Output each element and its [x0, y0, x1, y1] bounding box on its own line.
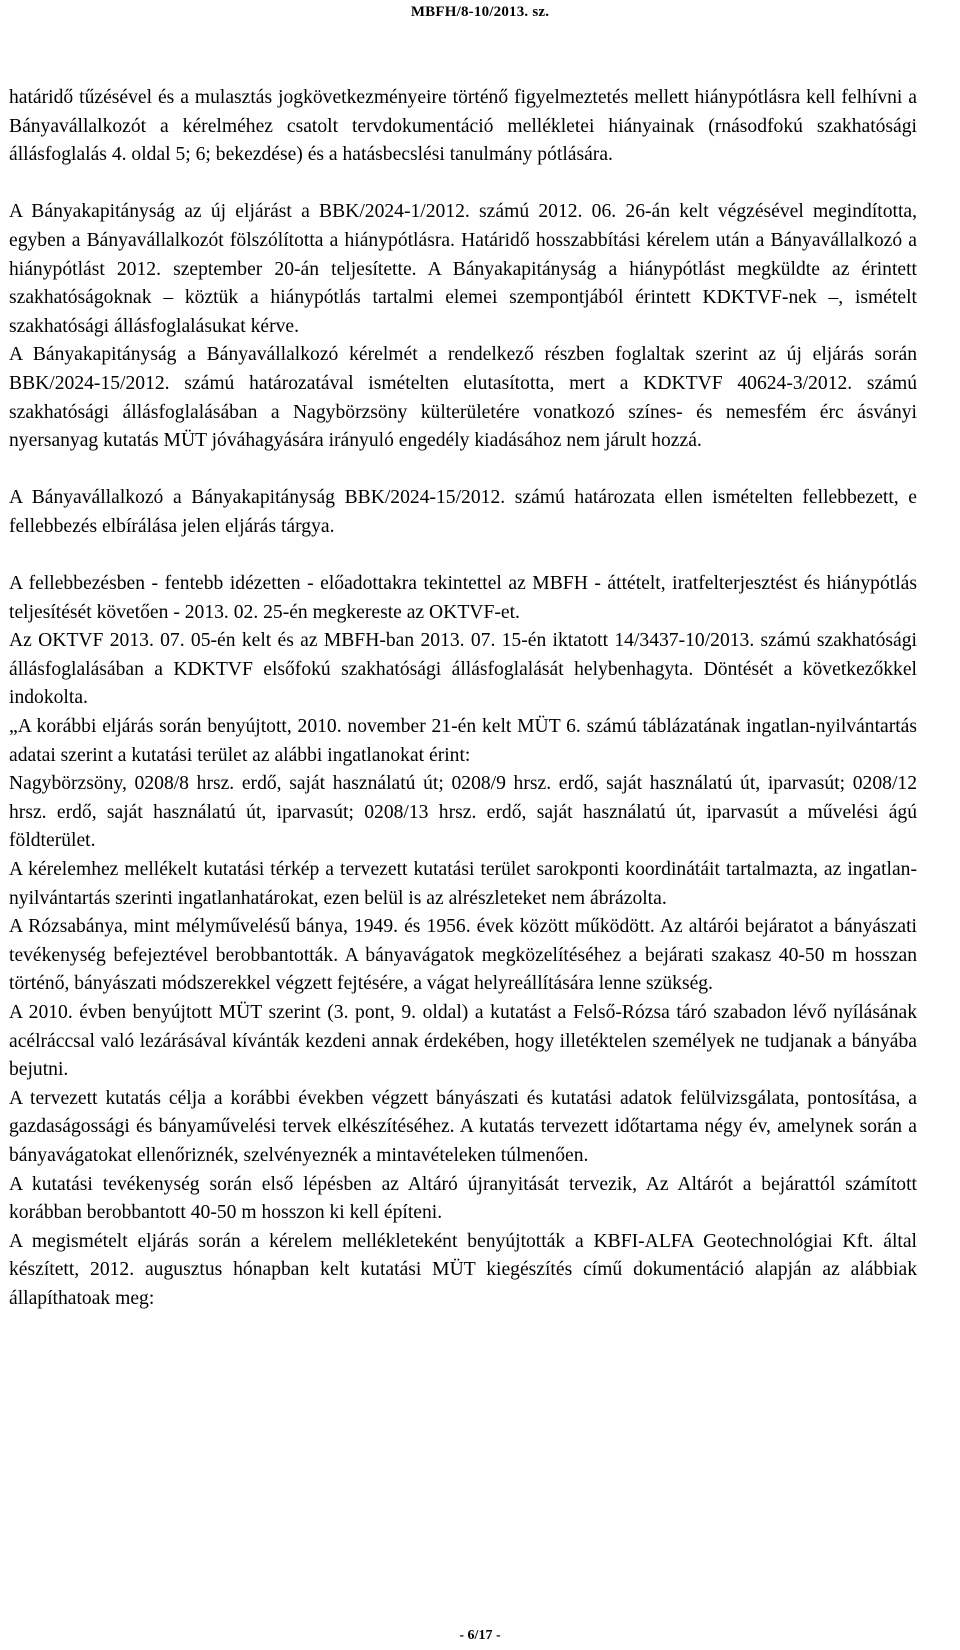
paragraph-mut-2010: A 2010. évben benyújtott MÜT szerint (3. pont, 9. oldal) a kutatást a Felső-Rózsa táró szabadon lévő nyílásának acélráccsal való lezárásával kívánták kezdeni annak érdekében, hogy illetéktelen személyek ne tudjanak a bányába bejutni. [9, 1002, 917, 1081]
paragraph-research-goal: A tervezett kutatás célja a korábbi években végzett bányászati és kutatási adatok felülvizsgálata, pontosítása, a gazdaságossági és bányaművelési tervek elkészítéséhez. A kutatás tervezett időtartama négy év, amelynek során a bányavágatokat ellenőriznék, szelvényeznék a mintavételeken túlmenően. [9, 1087, 917, 1166]
document-body [9, 84, 917, 1314]
paragraph-appeal: A Bányavállalkozó a Bányakapitányság BBK/2024-15/2012. számú határozata ellen ismételten fellebbezett, e fellebbezés elbírálása jelen eljárás tárgya. [9, 487, 917, 537]
paragraph-deadline-notice: határidő tűzésével és a mulasztás jogkövetkezményeire történő figyelmeztetés mellett hiánypótlásra kell felhívni a Bányavállalkozót a kérelméhez csatolt tervdokumentáció mellékletei hiányainak (rnásodfokú szakhatósági állásfoglalás 4. oldal 5; 6; bekezdése) és a hatásbecslési tanulmány pótlására. [9, 87, 917, 166]
paragraph-referral: A fellebbezésben - fentebb idézetten - előadottakra tekintettel az MBFH - áttételt, iratfelterjesztést és hiánypótlás teljesítését követően - 2013. 02. 25-én megkereste az OKTVF-et. [9, 573, 917, 623]
page-number: - 6/17 - [459, 1628, 501, 1643]
paragraph-quote-start: „A korábbi eljárás során benyújtott, 2010. november 21-én kelt MÜT 6. számú táblázatának ingatlan-nyilvántartás adatai szerint a kutatási terület az alábbi ingatlanokat érint: [9, 716, 917, 766]
paragraph-rejection: A Bányakapitányság a Bányavállalkozó kérelmét a rendelkező részben foglaltak szerint az új eljárás során BBK/2024-15/2012. számú határozatával ismételten elutasította, mert a KDKTVF 40624-3/2012. számú szakhatósági állásfoglalásában a Nagybörzsöny külterületére vonatkozó színes- és nemesfém érc ásványi nyersanyag kutatás MÜT jóváhagyására irányuló engedély kiadásához nem járult hozzá. [9, 344, 917, 452]
paragraph-new-procedure: A Bányakapitányság az új eljárást a BBK/2024-1/2012. számú 2012. 06. 26-án kelt végzésével megindította, egyben a Bányavállalkozót fölszólította a hiánypótlásra. Határidő hosszabbítási kérelem után a Bányavállalkozó a hiánypótlást 2012. szeptember 20-án teljesítette. A Bányakapitányság a hiánypótlást megküldte az érintett szakhatóságoknak – köztük a hiánypótlás tartalmi elemei szempontjából érintett KDKTVF-nek –, ismételt szakhatósági állásfoglalásukat kérve. [9, 201, 917, 337]
paragraph-first-step: A kutatási tevékenység során első lépésben az Altáró újranyitását tervezik, Az Altárót a bejárattól számított korábban berobbantott 40-50 m hosszon ki kell építeni. [9, 1173, 917, 1224]
paragraph-mine-history: A Rózsabánya, mint mélyművelésű bánya, 1949. és 1956. évek között működött. Az altárói bejáratot a bányászati tevékenység befejeztével berobbantották. A bányavágatok megközelítéséhez a bejárati szakasz 40-50 m hosszan történő, bányászati módszerekkel végzett fejtésére, a vágat helyreállítására lenne szükség. [9, 916, 917, 995]
paragraph-repeated-procedure: A megismételt eljárás során a kérelem mellékleteként benyújtották a KBFI-ALFA Geotechnológiai Kft. által készített, 2012. augusztus hónapban kelt kutatási MÜT kiegészítés című dokumentáció alapján az alábbiak állapíthatoak meg: [9, 1230, 917, 1309]
document-reference-header: MBFH/8-10/2013. sz. [410, 4, 550, 20]
paragraph-oktvf-decision: Az OKTVF 2013. 07. 05-én kelt és az MBFH-ban 2013. 07. 15-én iktatott 14/3437-10/2013. számú szakhatósági állásfoglalásában a KDKTVF elsőfokú szakhatósági állásfoglalását helybenhagyta. Döntését a következőkkel indokolta. [9, 630, 917, 709]
paragraph-map: A kérelemhez mellékelt kutatási térkép a tervezett kutatási terület sarokponti koordinátáit tartalmazta, az ingatlan-nyilvántartás szerinti ingatlanhatárokat, ezen belül is az alrészleteket nem ábrázolta. [9, 859, 917, 909]
paragraph-parcels: Nagybörzsöny, 0208/8 hrsz. erdő, saját használatú út; 0208/9 hrsz. erdő, saját használatú út, iparvasút; 0208/12 hrsz. erdő, saját használatú út, iparvasút; 0208/13 hrsz. erdő, saját használatú út, iparvasút a művelési ágú földterület. [9, 773, 917, 852]
